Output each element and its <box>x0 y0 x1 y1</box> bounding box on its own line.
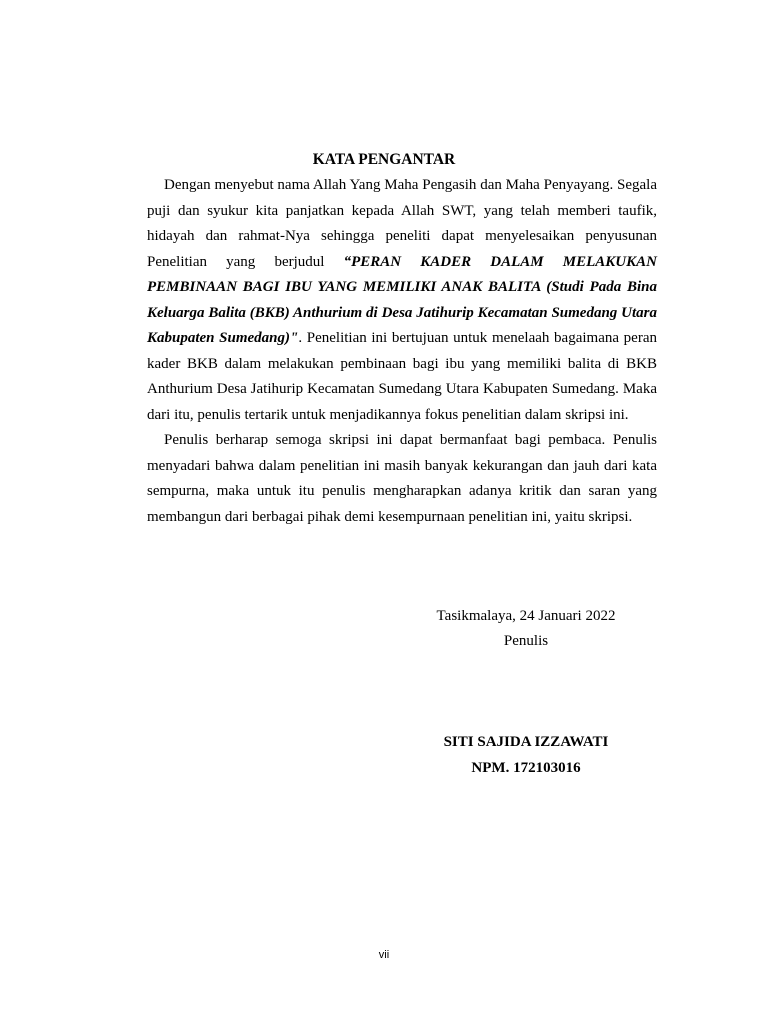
body-text <box>147 173 657 530</box>
signature-place-date: Tasikmalaya, 24 Januari 2022 <box>436 608 616 624</box>
author-npm: NPM. 172103016 <box>471 760 581 776</box>
paragraph-2: Penulis berharap semoga skripsi ini dapat bermanfaat bagi pembaca. Penulis menyadari bahwa dalam penelitian ini masih banyak kekurangan dan jauh dari kata sempurna, maka untuk itu penulis mengharapkan adanya kritik dan saran yang membangun dari berbagai pihak demi kesempurnaan penelitian ini, yaitu skripsi. <box>147 432 657 525</box>
paragraph-1-intro: Dengan menyebut nama Allah Yang Maha Pengasih dan Maha Penyayang. Segala puji dan syukur kita panjatkan kepada Allah SWT, yang telah memberi taufik, hidayah dan rahmat-Nya sehingga peneliti dapat menyelesaikan penyusunan Penelitian yang berjudul <box>147 177 657 270</box>
research-title: “PERAN KADER DALAM MELAKUKAN PEMBINAAN BAGI IBU YANG MEMILIKI ANAK BALITA (Studi Pada Bina Keluarga Balita (BKB) Anthurium di Desa Jatihurip Kecamatan Sumedang Utara Kabupaten Sumedang)" <box>147 253 657 346</box>
signature-role: Penulis <box>503 633 549 649</box>
paragraph-1 <box>147 173 657 428</box>
page-title: KATA PENGANTAR <box>312 151 456 168</box>
author-name: SITI SAJIDA IZZAWATI <box>443 734 609 750</box>
page-number: vii <box>378 949 390 961</box>
paragraph-1-rest: . Penelitian ini bertujuan untuk menelaah bagaimana peran kader BKB dalam melakukan pembinaan bagi ibu yang memiliki balita di BKB Anthurium Desa Jatihurip Kecamatan Sumedang Utara Kabupaten Sumedang. Maka dari itu, penulis tertarik untuk menjadikannya fokus penelitian dalam skripsi ini. <box>147 330 657 423</box>
